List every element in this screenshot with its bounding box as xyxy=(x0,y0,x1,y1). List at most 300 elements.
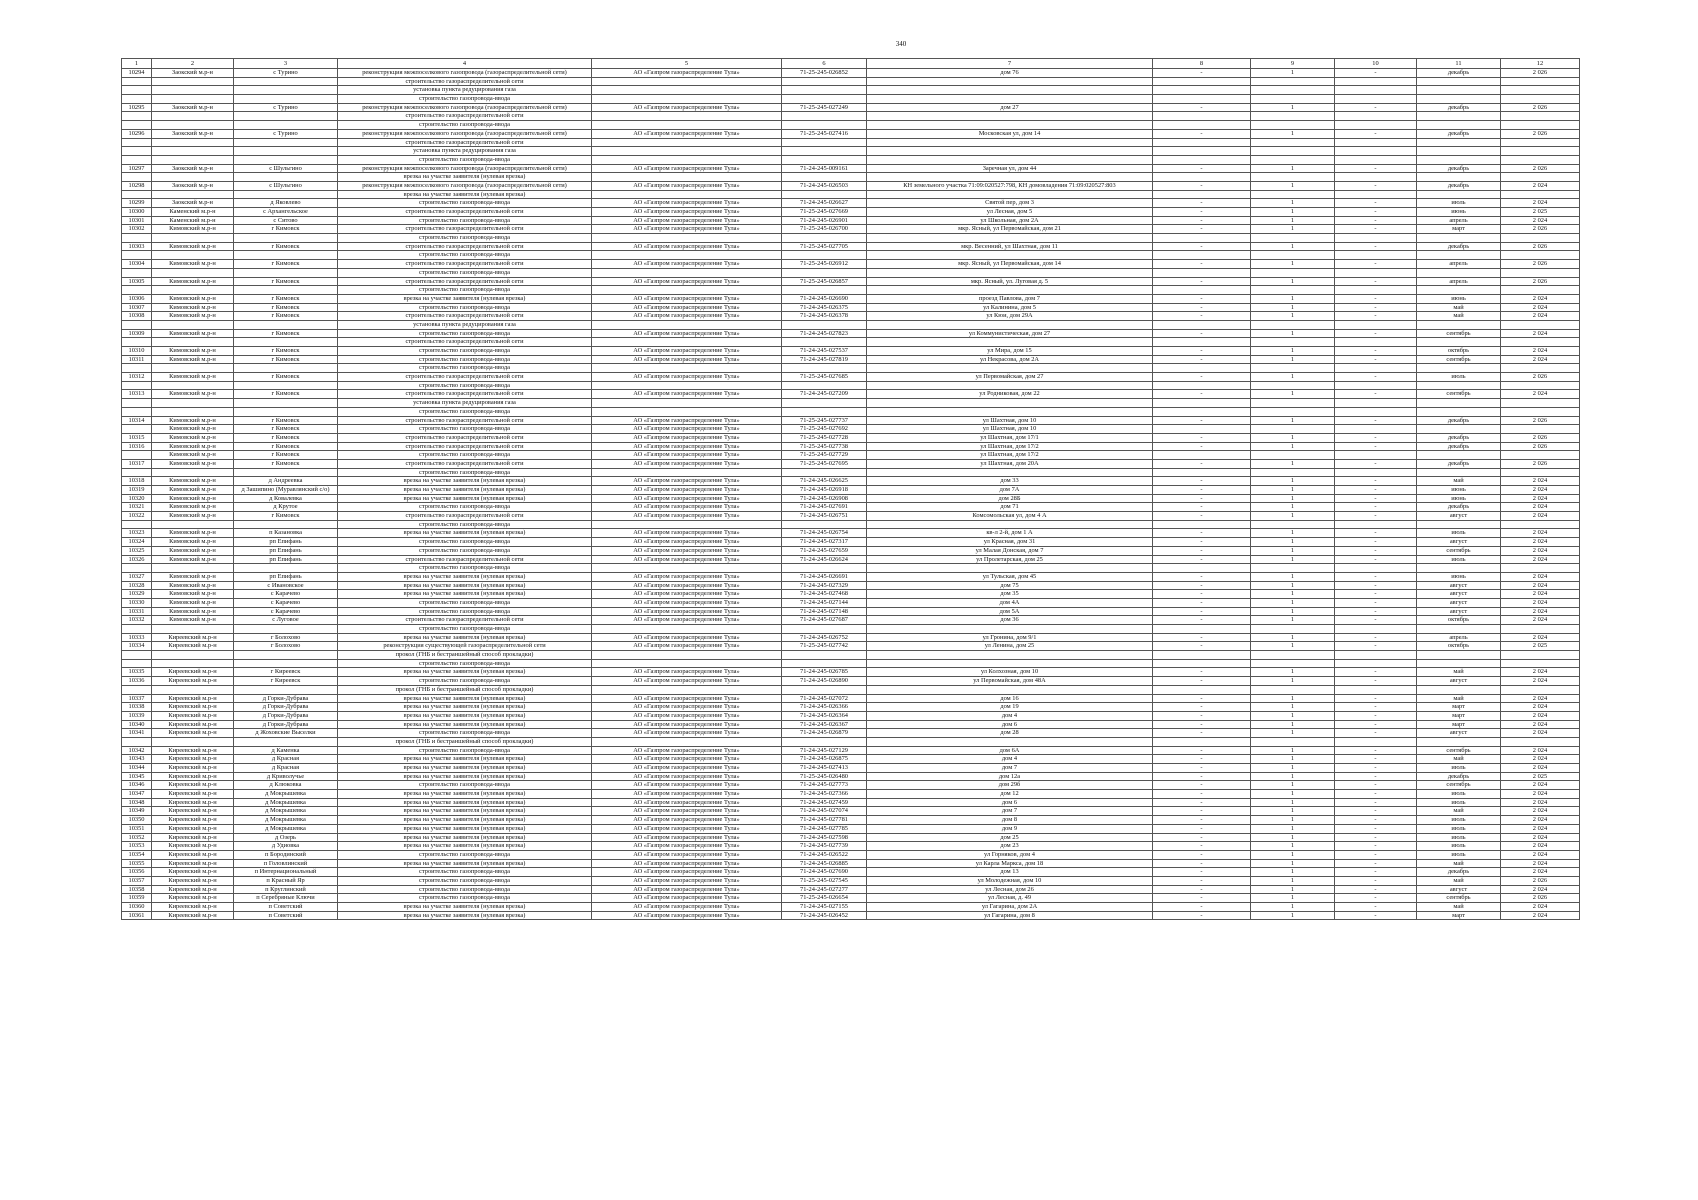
cell-quantity: 1 xyxy=(1251,416,1335,425)
cell-quantity: 1 xyxy=(1251,642,1335,651)
cell-organization: АО «Газпром газораспределение Тула» xyxy=(592,277,782,286)
cell-district: Киреевский м.р-н xyxy=(152,850,234,859)
table-subrow xyxy=(122,381,1580,390)
cell-col-10: - xyxy=(1335,876,1417,885)
cell-month: сентябрь xyxy=(1417,355,1501,364)
cell-settlement: п Казановка xyxy=(234,529,338,538)
table-row xyxy=(122,486,1580,495)
cell-settlement: г Кимовск xyxy=(234,329,338,338)
cell-month: апрель xyxy=(1417,216,1501,225)
cell-work-type: врезка на участке заявителя (нулевая врезка) xyxy=(338,903,592,912)
cell-organization xyxy=(592,155,782,164)
cell-district: Заокский м.р-н xyxy=(152,103,234,112)
cell-year: 2 026 xyxy=(1501,225,1580,234)
cell-district: Киреевский м.р-н xyxy=(152,868,234,877)
cell-quantity xyxy=(1251,520,1335,529)
cell-address: дом 7А xyxy=(867,486,1153,495)
cell-col-8 xyxy=(1153,147,1251,156)
cell-application-number xyxy=(782,147,867,156)
cell-quantity: 1 xyxy=(1251,807,1335,816)
cell-work-type: врезка на участке заявителя (нулевая врезка) xyxy=(338,755,592,764)
cell-row-number: 10313 xyxy=(122,390,152,399)
cell-year: 2 024 xyxy=(1501,555,1580,564)
cell-year xyxy=(1501,147,1580,156)
cell-month: июль xyxy=(1417,816,1501,825)
cell-district xyxy=(152,234,234,243)
cell-work-type: врезка на участке заявителя (нулевая врезка) xyxy=(338,711,592,720)
cell-month xyxy=(1417,737,1501,746)
cell-year xyxy=(1501,399,1580,408)
table-row xyxy=(122,711,1580,720)
cell-month: декабрь xyxy=(1417,242,1501,251)
cell-settlement: с Архангельское xyxy=(234,208,338,217)
cell-organization xyxy=(592,190,782,199)
cell-settlement xyxy=(234,320,338,329)
cell-col-8: - xyxy=(1153,850,1251,859)
cell-year: 2 024 xyxy=(1501,842,1580,851)
cell-address xyxy=(867,659,1153,668)
cell-col-10: - xyxy=(1335,668,1417,677)
table-row xyxy=(122,807,1580,816)
cell-quantity: 1 xyxy=(1251,755,1335,764)
cell-address: ул Коммунистическая, дом 27 xyxy=(867,329,1153,338)
cell-quantity xyxy=(1251,121,1335,130)
cell-year: 2 024 xyxy=(1501,668,1580,677)
cell-col-10: - xyxy=(1335,677,1417,686)
cell-work-type: строительство газораспределительной сети xyxy=(338,277,592,286)
cell-settlement xyxy=(234,338,338,347)
table-row xyxy=(122,885,1580,894)
cell-year: 2 024 xyxy=(1501,790,1580,799)
cell-year: 2 026 xyxy=(1501,459,1580,468)
cell-year: 2 024 xyxy=(1501,885,1580,894)
cell-col-8: - xyxy=(1153,555,1251,564)
cell-application-number xyxy=(782,338,867,347)
cell-application-number xyxy=(782,190,867,199)
cell-settlement: п Интернациональный xyxy=(234,868,338,877)
cell-application-number xyxy=(782,173,867,182)
cell-col-8: - xyxy=(1153,390,1251,399)
cell-application-number: 71-24-245-026452 xyxy=(782,911,867,920)
cell-district: Кимовский м.р-н xyxy=(152,538,234,547)
table-row xyxy=(122,833,1580,842)
cell-quantity: 1 xyxy=(1251,703,1335,712)
cell-row-number: 10319 xyxy=(122,486,152,495)
cell-row-number: 10312 xyxy=(122,373,152,382)
cell-address: дом 5А xyxy=(867,607,1153,616)
cell-settlement xyxy=(234,407,338,416)
cell-col-8: - xyxy=(1153,277,1251,286)
cell-settlement: г Болохово xyxy=(234,642,338,651)
cell-address: ул Родниковая, дом 22 xyxy=(867,390,1153,399)
cell-organization: АО «Газпром газораспределение Тула» xyxy=(592,694,782,703)
cell-work-type: строительство газораспределительной сети xyxy=(338,242,592,251)
cell-settlement: п Бородинский xyxy=(234,850,338,859)
cell-row-number xyxy=(122,138,152,147)
cell-organization xyxy=(592,147,782,156)
cell-settlement xyxy=(234,234,338,243)
cell-work-type: врезка на участке заявителя (нулевая врезка) xyxy=(338,173,592,182)
cell-year xyxy=(1501,737,1580,746)
cell-work-type: строительство газораспределительной сети xyxy=(338,338,592,347)
cell-row-number: 10320 xyxy=(122,494,152,503)
cell-work-type: врезка на участке заявителя (нулевая врезка) xyxy=(338,859,592,868)
cell-district xyxy=(152,564,234,573)
cell-address xyxy=(867,268,1153,277)
cell-application-number xyxy=(782,86,867,95)
cell-application-number: 71-24-245-027209 xyxy=(782,390,867,399)
cell-month: июль xyxy=(1417,842,1501,851)
cell-address: дом 7 xyxy=(867,807,1153,816)
cell-quantity: 1 xyxy=(1251,859,1335,868)
cell-row-number: 10314 xyxy=(122,416,152,425)
cell-work-type: строительство газопровода-ввода xyxy=(338,407,592,416)
cell-col-10: - xyxy=(1335,607,1417,616)
cell-quantity: 1 xyxy=(1251,208,1335,217)
cell-col-8: - xyxy=(1153,442,1251,451)
cell-organization xyxy=(592,251,782,260)
cell-col-8: - xyxy=(1153,903,1251,912)
cell-quantity: 1 xyxy=(1251,590,1335,599)
cell-col-10: - xyxy=(1335,746,1417,755)
cell-month xyxy=(1417,651,1501,660)
cell-district: Кимовский м.р-н xyxy=(152,607,234,616)
table-row xyxy=(122,607,1580,616)
cell-row-number: 10296 xyxy=(122,129,152,138)
cell-work-type: строительство газораспределительной сети xyxy=(338,373,592,382)
cell-application-number: 71-24-245-027072 xyxy=(782,694,867,703)
cell-year xyxy=(1501,659,1580,668)
cell-application-number xyxy=(782,251,867,260)
cell-work-type: строительство газораспределительной сети xyxy=(338,112,592,121)
cell-col-10 xyxy=(1335,251,1417,260)
cell-row-number: 10301 xyxy=(122,216,152,225)
cell-work-type: строительство газопровода-ввода xyxy=(338,894,592,903)
cell-month: июнь xyxy=(1417,572,1501,581)
cell-month xyxy=(1417,451,1501,460)
cell-organization: АО «Газпром газораспределение Тула» xyxy=(592,876,782,885)
cell-application-number: 71-24-245-027785 xyxy=(782,824,867,833)
cell-row-number: 10304 xyxy=(122,260,152,269)
cell-work-type: строительство газопровода-ввода xyxy=(338,598,592,607)
cell-quantity: 1 xyxy=(1251,790,1335,799)
cell-col-10: - xyxy=(1335,459,1417,468)
cell-quantity: 1 xyxy=(1251,677,1335,686)
cell-quantity: 1 xyxy=(1251,512,1335,521)
cell-address xyxy=(867,121,1153,130)
cell-organization: АО «Газпром газораспределение Тула» xyxy=(592,69,782,78)
cell-address xyxy=(867,737,1153,746)
cell-year: 2 024 xyxy=(1501,329,1580,338)
cell-work-type: строительство газопровода-ввода xyxy=(338,121,592,130)
cell-district: Кимовский м.р-н xyxy=(152,494,234,503)
cell-col-10: - xyxy=(1335,373,1417,382)
cell-month: апрель xyxy=(1417,260,1501,269)
cell-col-8 xyxy=(1153,95,1251,104)
cell-work-type: врезка на участке заявителя (нулевая врезка) xyxy=(338,190,592,199)
cell-organization: АО «Газпром газораспределение Тула» xyxy=(592,633,782,642)
cell-quantity: 1 xyxy=(1251,764,1335,773)
cell-organization: АО «Газпром газораспределение Тула» xyxy=(592,181,782,190)
cell-month: июнь xyxy=(1417,486,1501,495)
cell-address: ул Пролетарская, дом 25 xyxy=(867,555,1153,564)
cell-organization xyxy=(592,364,782,373)
cell-quantity: 1 xyxy=(1251,477,1335,486)
cell-application-number: 71-24-245-027459 xyxy=(782,798,867,807)
cell-row-number: 10328 xyxy=(122,581,152,590)
column-number-11: 11 xyxy=(1417,59,1501,69)
cell-year: 2 024 xyxy=(1501,199,1580,208)
cell-year: 2 024 xyxy=(1501,911,1580,920)
cell-address xyxy=(867,399,1153,408)
cell-quantity xyxy=(1251,234,1335,243)
cell-organization: АО «Газпром газораспределение Тула» xyxy=(592,451,782,460)
cell-settlement xyxy=(234,381,338,390)
cell-year: 2 024 xyxy=(1501,347,1580,356)
table-row xyxy=(122,442,1580,451)
cell-district xyxy=(152,147,234,156)
cell-settlement: г Киреевск xyxy=(234,677,338,686)
cell-application-number: 71-24-245-026378 xyxy=(782,312,867,321)
table-row xyxy=(122,746,1580,755)
cell-col-8: - xyxy=(1153,824,1251,833)
cell-work-type: врезка на участке заявителя (нулевая врезка) xyxy=(338,833,592,842)
cell-quantity: 1 xyxy=(1251,529,1335,538)
cell-work-type: строительство газопровода-ввода xyxy=(338,729,592,738)
cell-year: 2 024 xyxy=(1501,677,1580,686)
cell-row-number: 10330 xyxy=(122,598,152,607)
table-row xyxy=(122,781,1580,790)
cell-year: 2 024 xyxy=(1501,503,1580,512)
cell-organization: АО «Газпром газораспределение Тула» xyxy=(592,720,782,729)
cell-month: июль xyxy=(1417,790,1501,799)
cell-month xyxy=(1417,147,1501,156)
cell-settlement: с Шульгино xyxy=(234,164,338,173)
cell-col-10: - xyxy=(1335,546,1417,555)
cell-year: 2 024 xyxy=(1501,590,1580,599)
cell-district: Кимовский м.р-н xyxy=(152,590,234,599)
cell-col-8: - xyxy=(1153,216,1251,225)
cell-district: Киреевский м.р-н xyxy=(152,711,234,720)
cell-col-8: - xyxy=(1153,416,1251,425)
cell-work-type: строительство газопровода-ввода xyxy=(338,268,592,277)
table-row xyxy=(122,824,1580,833)
cell-col-10: - xyxy=(1335,711,1417,720)
cell-settlement: д Удиовка xyxy=(234,842,338,851)
cell-month: август xyxy=(1417,729,1501,738)
cell-col-8 xyxy=(1153,468,1251,477)
cell-year xyxy=(1501,234,1580,243)
cell-month: май xyxy=(1417,876,1501,885)
column-number-7: 7 xyxy=(867,59,1153,69)
cell-address: КН земельного участка 71:09:020527:798, КН домовладения 71:09:020527:803 xyxy=(867,181,1153,190)
table-row xyxy=(122,842,1580,851)
cell-row-number xyxy=(122,77,152,86)
cell-year: 2 024 xyxy=(1501,512,1580,521)
cell-organization: АО «Газпром газораспределение Тула» xyxy=(592,581,782,590)
cell-year: 2 026 xyxy=(1501,69,1580,78)
table-row xyxy=(122,459,1580,468)
cell-organization: АО «Газпром газораспределение Тула» xyxy=(592,425,782,434)
cell-address xyxy=(867,190,1153,199)
cell-col-8: - xyxy=(1153,199,1251,208)
cell-work-type: врезка на участке заявителя (нулевая врезка) xyxy=(338,807,592,816)
cell-col-10 xyxy=(1335,320,1417,329)
cell-col-10: - xyxy=(1335,103,1417,112)
cell-col-8: - xyxy=(1153,781,1251,790)
cell-settlement: п Советский xyxy=(234,911,338,920)
cell-year: 2 024 xyxy=(1501,703,1580,712)
cell-col-8: - xyxy=(1153,911,1251,920)
cell-month: сентябрь xyxy=(1417,546,1501,555)
cell-year: 2 026 xyxy=(1501,433,1580,442)
cell-quantity: 1 xyxy=(1251,260,1335,269)
cell-address: ул Малая Донская, дом 7 xyxy=(867,546,1153,555)
cell-col-10: - xyxy=(1335,772,1417,781)
cell-col-8 xyxy=(1153,364,1251,373)
cell-district: Киреевский м.р-н xyxy=(152,642,234,651)
cell-year: 2 024 xyxy=(1501,764,1580,773)
cell-month: июль xyxy=(1417,798,1501,807)
cell-work-type: реконструкция межпоселкового газопровода (газораспределительной сети) xyxy=(338,181,592,190)
cell-work-type: врезка на участке заявителя (нулевая врезка) xyxy=(338,486,592,495)
cell-row-number: 10308 xyxy=(122,312,152,321)
cell-work-type: прокол (ГНБ и бестраншейный способ прокладки) xyxy=(338,737,592,746)
cell-district: Кимовский м.р-н xyxy=(152,225,234,234)
cell-application-number: 71-24-245-026901 xyxy=(782,216,867,225)
table-row xyxy=(122,494,1580,503)
cell-work-type: строительство газопровода-ввода xyxy=(338,234,592,243)
table-row xyxy=(122,355,1580,364)
cell-month xyxy=(1417,268,1501,277)
cell-quantity xyxy=(1251,320,1335,329)
table-subrow xyxy=(122,407,1580,416)
cell-quantity: 1 xyxy=(1251,494,1335,503)
cell-application-number: 71-24-245-027317 xyxy=(782,538,867,547)
cell-col-8 xyxy=(1153,399,1251,408)
cell-col-10: - xyxy=(1335,572,1417,581)
cell-col-10: - xyxy=(1335,703,1417,712)
cell-year: 2 024 xyxy=(1501,807,1580,816)
cell-district: Кимовский м.р-н xyxy=(152,529,234,538)
cell-month xyxy=(1417,251,1501,260)
cell-address: ул Карла Маркса, дом 18 xyxy=(867,859,1153,868)
cell-settlement: с Ситово xyxy=(234,216,338,225)
cell-work-type: строительство газопровода-ввода xyxy=(338,868,592,877)
cell-col-8: - xyxy=(1153,764,1251,773)
cell-organization: АО «Газпром газораспределение Тула» xyxy=(592,903,782,912)
cell-district: Киреевский м.р-н xyxy=(152,824,234,833)
cell-application-number: 71-24-245-026522 xyxy=(782,850,867,859)
cell-application-number: 71-24-245-027687 xyxy=(782,616,867,625)
cell-col-8: - xyxy=(1153,494,1251,503)
cell-month: июль xyxy=(1417,850,1501,859)
cell-col-10: - xyxy=(1335,598,1417,607)
cell-organization: АО «Газпром газораспределение Тула» xyxy=(592,486,782,495)
cell-year: 2 024 xyxy=(1501,798,1580,807)
cell-col-10: - xyxy=(1335,486,1417,495)
cell-address xyxy=(867,320,1153,329)
cell-row-number: 10327 xyxy=(122,572,152,581)
cell-col-10 xyxy=(1335,173,1417,182)
cell-organization: АО «Газпром газораспределение Тула» xyxy=(592,512,782,521)
cell-organization: АО «Газпром газораспределение Тула» xyxy=(592,755,782,764)
cell-col-8 xyxy=(1153,121,1251,130)
cell-col-8 xyxy=(1153,112,1251,121)
cell-row-number: 10303 xyxy=(122,242,152,251)
cell-application-number: 71-25-245-026654 xyxy=(782,894,867,903)
cell-work-type: строительство газораспределительной сети xyxy=(338,442,592,451)
table-row xyxy=(122,572,1580,581)
cell-district: Киреевский м.р-н xyxy=(152,807,234,816)
cell-month: август xyxy=(1417,512,1501,521)
cell-district: Киреевский м.р-н xyxy=(152,885,234,894)
cell-work-type: строительство газопровода-ввода xyxy=(338,876,592,885)
cell-col-10: - xyxy=(1335,642,1417,651)
table-subrow xyxy=(122,147,1580,156)
cell-settlement: д Андреевка xyxy=(234,477,338,486)
cell-col-8 xyxy=(1153,625,1251,634)
cell-organization: АО «Газпром газораспределение Тула» xyxy=(592,199,782,208)
cell-district: Кимовский м.р-н xyxy=(152,616,234,625)
cell-district: Кимовский м.р-н xyxy=(152,572,234,581)
cell-organization xyxy=(592,659,782,668)
cell-row-number xyxy=(122,112,152,121)
cell-col-8: - xyxy=(1153,225,1251,234)
cell-organization: АО «Газпром газораспределение Тула» xyxy=(592,164,782,173)
table-row xyxy=(122,477,1580,486)
cell-row-number: 10295 xyxy=(122,103,152,112)
cell-row-number: 10358 xyxy=(122,885,152,894)
cell-organization: АО «Газпром газораспределение Тула» xyxy=(592,616,782,625)
cell-work-type: врезка на участке заявителя (нулевая врезка) xyxy=(338,694,592,703)
cell-col-10: - xyxy=(1335,894,1417,903)
cell-address: ул Школьная, дом 2А xyxy=(867,216,1153,225)
cell-month: декабрь xyxy=(1417,459,1501,468)
cell-row-number: 10334 xyxy=(122,642,152,651)
table-subrow xyxy=(122,251,1580,260)
cell-organization: АО «Газпром газораспределение Тула» xyxy=(592,494,782,503)
cell-year: 2 026 xyxy=(1501,416,1580,425)
table-row xyxy=(122,546,1580,555)
cell-row-number xyxy=(122,364,152,373)
cell-month xyxy=(1417,77,1501,86)
cell-settlement: г Кимовск xyxy=(234,512,338,521)
cell-quantity: 1 xyxy=(1251,798,1335,807)
cell-row-number xyxy=(122,737,152,746)
cell-organization: АО «Газпром газораспределение Тула» xyxy=(592,546,782,555)
cell-col-10 xyxy=(1335,77,1417,86)
cell-month xyxy=(1417,381,1501,390)
table-row xyxy=(122,703,1580,712)
cell-work-type: строительство газопровода-ввода xyxy=(338,625,592,634)
cell-col-10 xyxy=(1335,268,1417,277)
cell-address xyxy=(867,286,1153,295)
cell-settlement: д Криволучье xyxy=(234,772,338,781)
cell-quantity xyxy=(1251,155,1335,164)
cell-quantity: 1 xyxy=(1251,294,1335,303)
cell-col-10: - xyxy=(1335,616,1417,625)
cell-organization: АО «Газпром газораспределение Тула» xyxy=(592,703,782,712)
cell-address: дом 29б xyxy=(867,781,1153,790)
cell-address xyxy=(867,364,1153,373)
cell-month xyxy=(1417,190,1501,199)
cell-year: 2 024 xyxy=(1501,616,1580,625)
cell-row-number: 10348 xyxy=(122,798,152,807)
cell-address: ул Шахтная, дом 17/2 xyxy=(867,451,1153,460)
table-row xyxy=(122,581,1580,590)
cell-district: Киреевский м.р-н xyxy=(152,894,234,903)
